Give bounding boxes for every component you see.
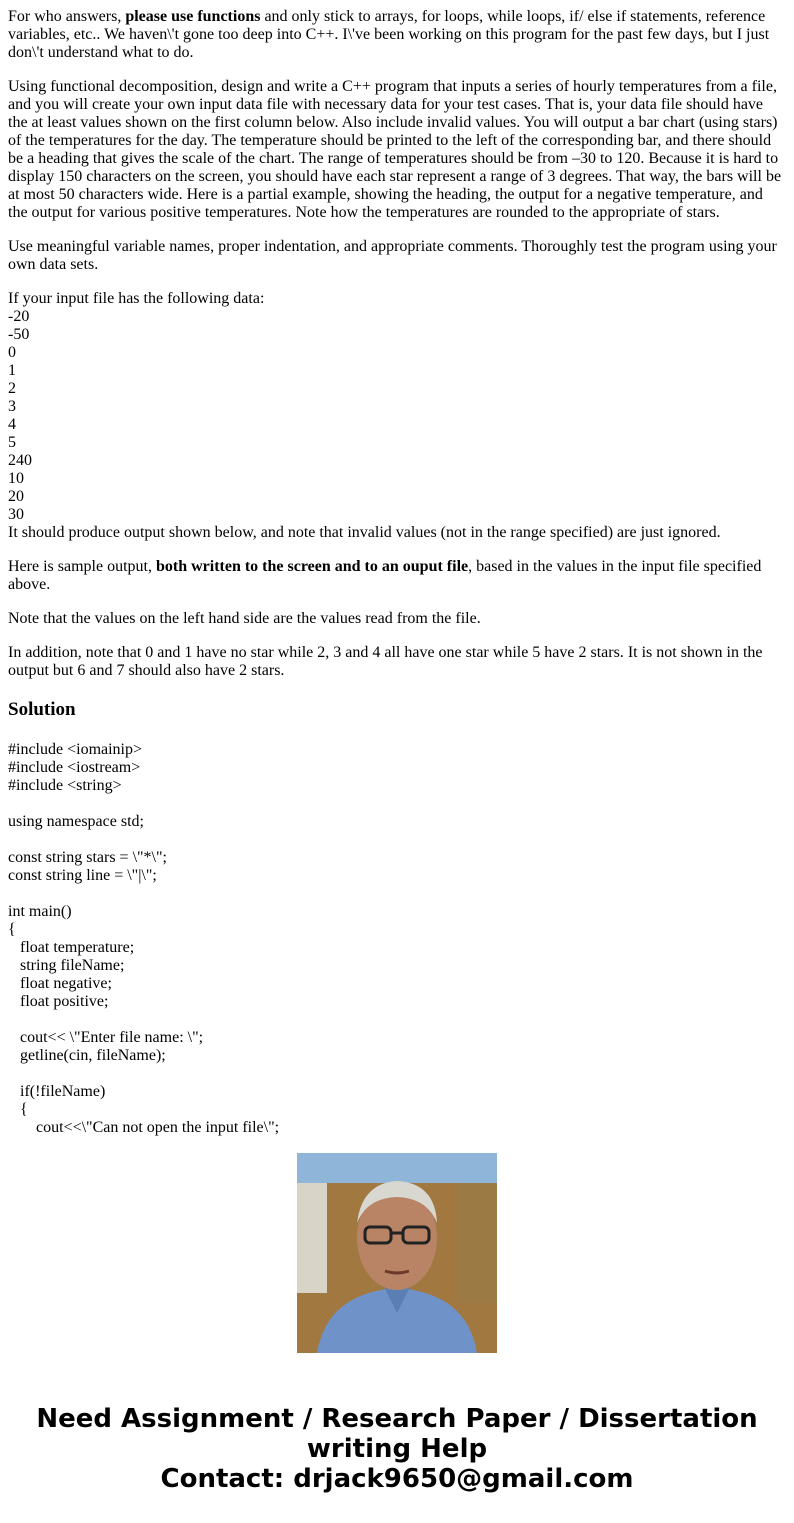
author-avatar [297, 1153, 497, 1353]
solution-heading: Solution [8, 699, 76, 720]
text: and only stick to arrays, for loops, while loops, if/ else if statements, reference variables, etc.. We haven\'t gone too deep into C++. I\'ve been working on this program for the past few days, but I just don\'t understand what to do. [8, 8, 770, 61]
code-line: cout<<\"Can not open the input file\"; [8, 1119, 280, 1136]
code-line: #include <iomainip> [8, 741, 143, 758]
input-value: 2 [8, 380, 16, 397]
code-line: { [8, 921, 16, 938]
footer-line-1: Need Assignment / Research Paper / Dissertation [36, 1404, 758, 1434]
code-line: float positive; [8, 993, 109, 1010]
input-value: 1 [8, 362, 16, 379]
input-data-block [8, 290, 786, 542]
input-value: 4 [8, 416, 16, 433]
code-line: cout<< \"Enter file name: \"; [8, 1029, 204, 1046]
person-photo-icon [297, 1153, 497, 1353]
question-paragraph-2: Using functional decomposition, design and write a C++ program that inputs a series of hourly temperatures from a file, and you will create your own input data file with necessary data for your test cases. That is, your data file should have the at least values shown on the first column below. Also include invalid values. You will output a bar chart (using stars) of the temperatures for the day. The temperature should be printed to the left of the corresponding bar, and there should be a heading that gives the scale of the chart. The range of temperatures should be from –30 to 120. Because it is hard to display 150 characters on the screen, you should have each star represent a range of 3 degrees. That way, the bars will be at most 50 characters wide. Here is a partial example, showing the heading, the output for a negative temperature, and the output for various positive temperatures. Note how the temperatures are rounded to the appropriate of stars. [8, 78, 782, 221]
text: Here is sample output, [8, 558, 156, 575]
input-values-list [8, 308, 786, 524]
input-outro: It should produce output shown below, and note that invalid values (not in the range specified) are just ignored. [8, 524, 721, 541]
code-line: int main() [8, 903, 72, 920]
input-value: 5 [8, 434, 16, 451]
code-line: string fileName; [8, 957, 125, 974]
code-block [8, 741, 786, 1137]
question-paragraph-7: In addition, note that 0 and 1 have no star while 2, 3 and 4 all have one star while 5 have 2 stars. It is not shown in the output but 6 and 7 should also have 2 stars. [8, 644, 763, 679]
footer-contact: Contact: drjack9650@gmail.com [160, 1464, 634, 1494]
code-line: const string line = \"|\"; [8, 867, 157, 884]
question-paragraph-5 [8, 558, 786, 594]
input-value: 20 [8, 488, 24, 505]
promo-footer [0, 1404, 794, 1494]
input-value: 10 [8, 470, 24, 487]
text: For who answers, [8, 8, 126, 25]
emphasis: both written to the screen and to an ouput file [155, 558, 469, 575]
code-line: using namespace std; [8, 813, 144, 830]
code-line: const string stars = \"*\"; [8, 849, 167, 866]
code-line: #include <string> [8, 777, 122, 794]
input-value: 3 [8, 398, 16, 415]
code-line: float temperature; [8, 939, 135, 956]
document-content [8, 8, 786, 1136]
code-line [8, 795, 786, 813]
input-intro: If your input file has the following data: [8, 290, 265, 307]
input-value: 240 [8, 452, 32, 469]
code-line: { [8, 1101, 28, 1118]
question-paragraph-1 [8, 8, 786, 62]
input-value: 0 [8, 344, 16, 361]
footer-line-2: writing Help [306, 1434, 488, 1464]
code-line: getline(cin, fileName); [8, 1047, 166, 1064]
code-line: #include <iostream> [8, 759, 141, 776]
question-paragraph-6: Note that the values on the left hand side are the values read from the file. [8, 610, 481, 627]
code-line [8, 1065, 786, 1083]
question-paragraph-3: Use meaningful variable names, proper indentation, and appropriate comments. Thoroughly test the program using your own data sets. [8, 238, 777, 273]
emphasis: please use functions [125, 8, 261, 25]
text: , based in the values in the input file specified above. [8, 558, 762, 593]
code-line [8, 885, 786, 903]
code-line: float negative; [8, 975, 112, 992]
code-line [8, 831, 786, 849]
input-value: -50 [8, 326, 30, 343]
input-value: 30 [8, 506, 24, 523]
code-line: if(!fileName) [8, 1083, 106, 1100]
code-line [8, 1011, 786, 1029]
input-value: -20 [8, 308, 30, 325]
